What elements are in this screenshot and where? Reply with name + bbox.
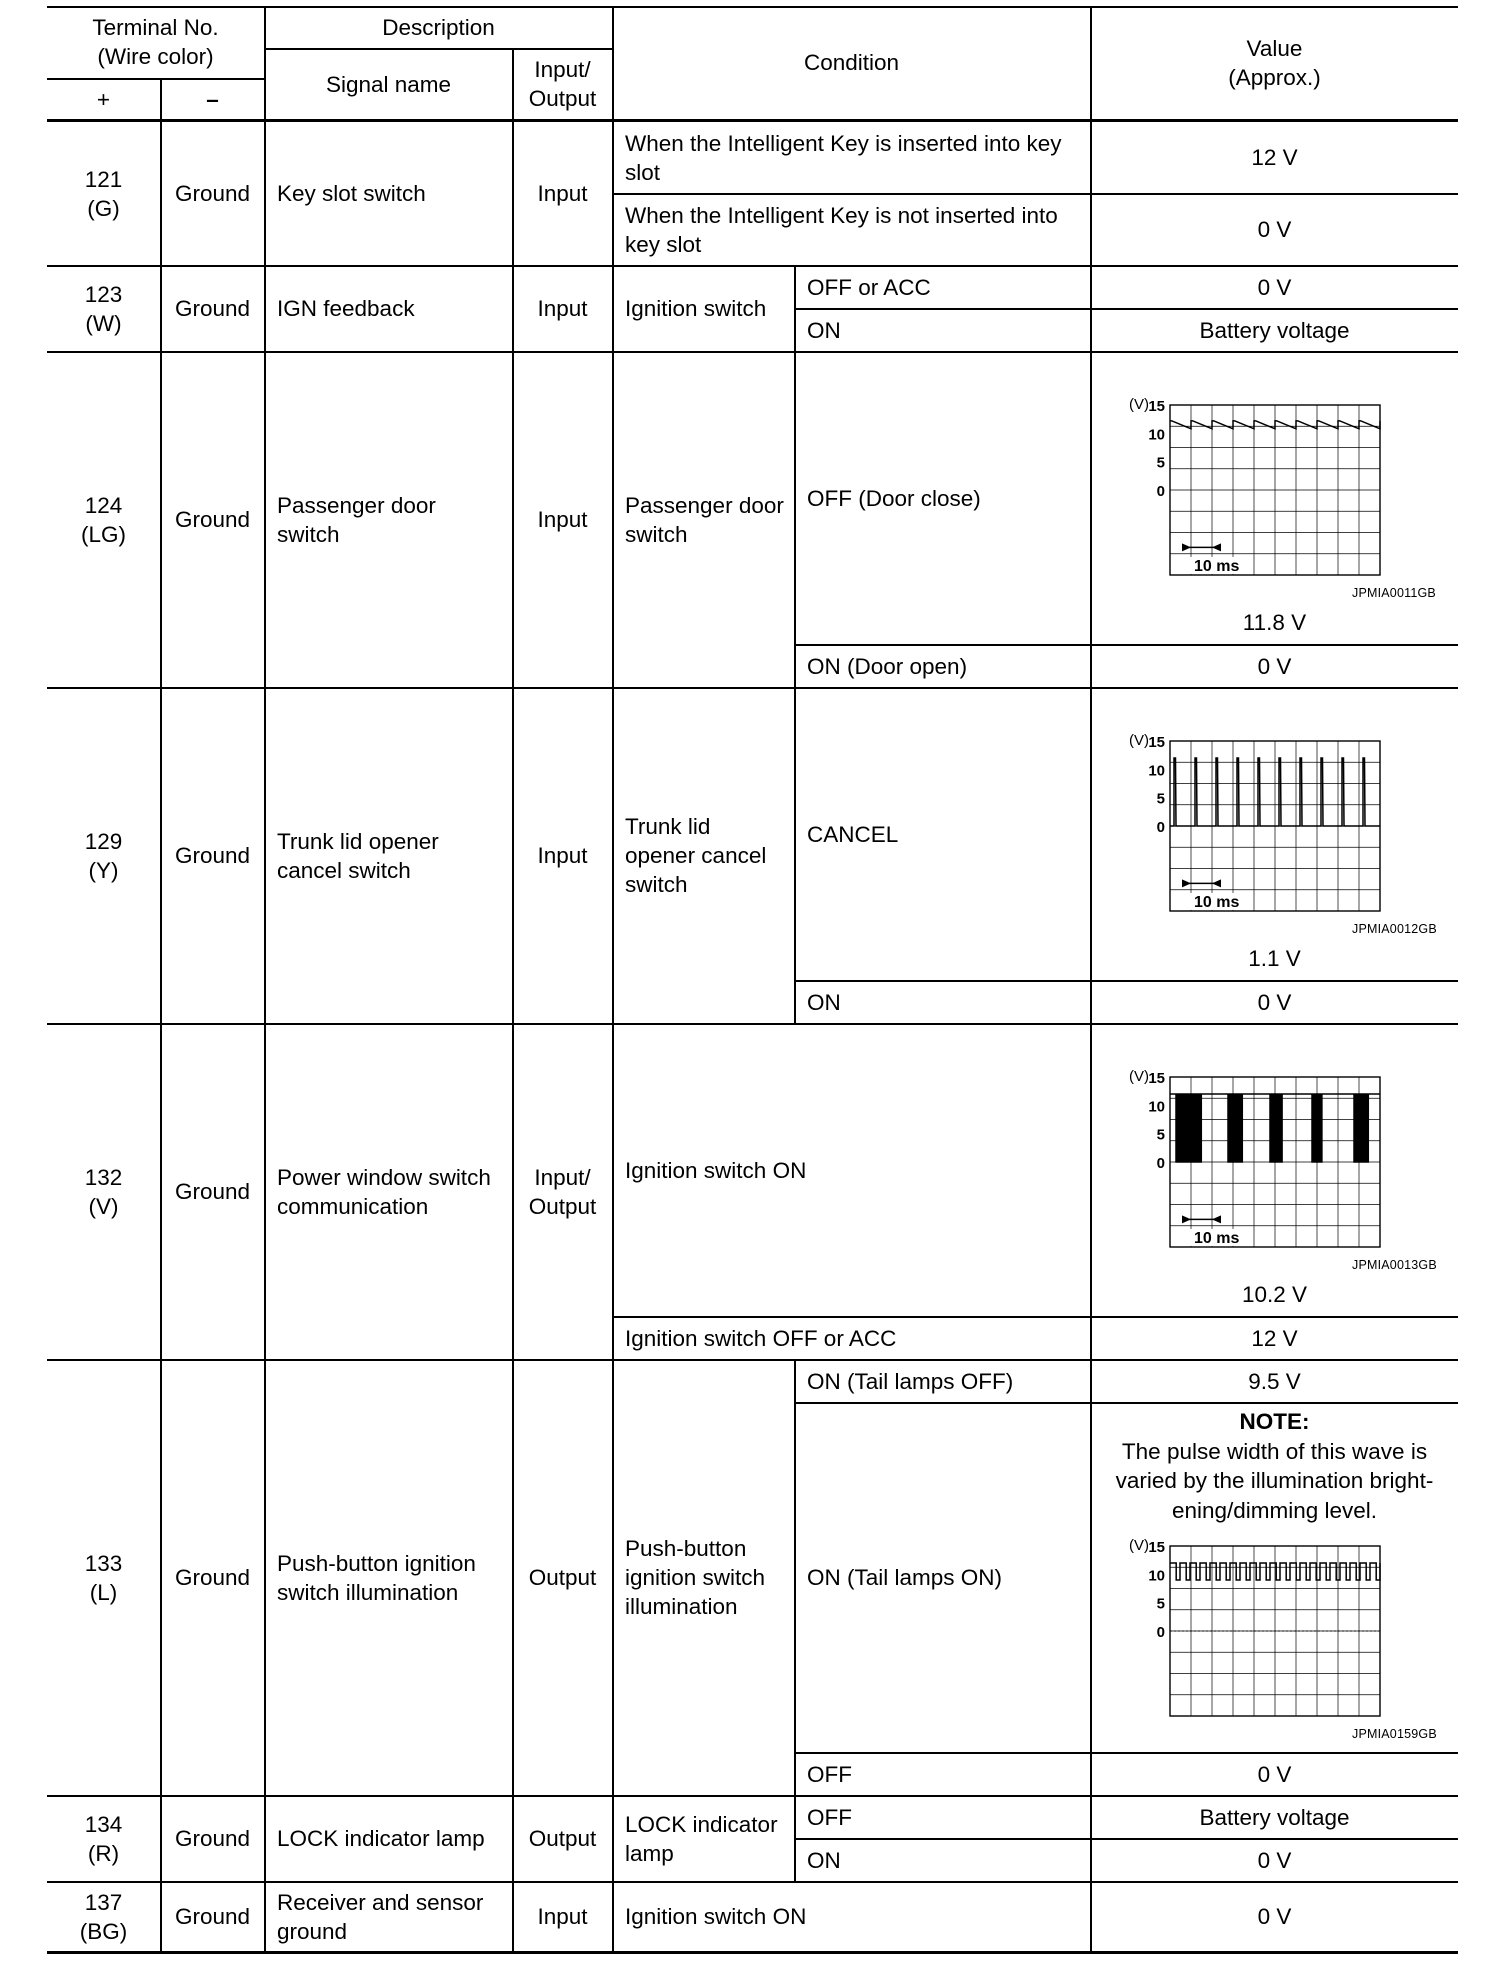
value: 1.1 V	[1248, 945, 1301, 971]
waveform-power-window	[1125, 1065, 1385, 1250]
header-input-output	[513, 49, 612, 119]
io-type: Input	[537, 507, 588, 532]
waveform-door-switch	[1125, 393, 1385, 578]
minus-terminal: Ground	[174, 843, 251, 868]
terminal-number: 137	[84, 1889, 123, 1915]
condition: Ignition switch ON	[625, 1904, 807, 1929]
figure-id: JPMIA0011GB	[1352, 586, 1436, 600]
time-scale-arrow	[1212, 543, 1221, 551]
value: Battery voltage	[1199, 317, 1350, 343]
header-io-line1: Input/	[534, 57, 591, 82]
figure-id: JPMIA0012GB	[1352, 922, 1437, 936]
io-type: Output	[528, 1826, 597, 1851]
header-wire-color-label: (Wire color)	[97, 44, 214, 69]
waveform-trace	[1170, 1094, 1380, 1162]
condition: Push-button ignition switch illumination	[625, 1536, 766, 1619]
value: Battery voltage	[1199, 1804, 1350, 1830]
rule-bottom	[47, 1951, 1458, 1954]
io-type: Input	[537, 1904, 588, 1929]
y-unit-label: (V)	[1129, 732, 1149, 749]
time-scale-arrow	[1212, 879, 1221, 887]
y-tick-label: 10	[1148, 1098, 1165, 1116]
y-tick-label: 0	[1156, 819, 1165, 836]
note	[1091, 1407, 1458, 1525]
sub-condition: ON (Tail lamps OFF)	[807, 1368, 1014, 1394]
time-scale-arrow	[1182, 543, 1191, 551]
terminal-number: 123	[84, 281, 123, 307]
header-value-line1: Value	[1246, 35, 1303, 61]
value: 0 V	[1257, 989, 1292, 1015]
io-line1: Input/	[534, 1164, 591, 1190]
y-tick-label: 10	[1148, 426, 1165, 444]
y-tick-label: 5	[1156, 1126, 1165, 1144]
y-tick-label: 15	[1148, 398, 1165, 415]
minus-terminal: Ground	[174, 507, 251, 532]
waveform-illumination	[1125, 1534, 1385, 1719]
time-scale-arrow	[1182, 879, 1191, 887]
value: 9.5 V	[1248, 1368, 1301, 1394]
header-minus: –	[206, 86, 219, 112]
minus-terminal: Ground	[174, 1904, 251, 1929]
signal-name: Power window switch communication	[277, 1164, 491, 1219]
wire-color: (LG)	[81, 521, 126, 547]
minus-terminal: Ground	[174, 296, 251, 321]
minus-terminal: Ground	[174, 181, 251, 206]
terminal-number: 133	[84, 1550, 123, 1576]
terminal-132	[47, 1024, 160, 1359]
sub-condition: OFF or ACC	[807, 274, 931, 300]
header-terminal-label: Terminal No.	[92, 15, 219, 40]
value: 0 V	[1257, 217, 1292, 242]
io-type: Input	[537, 296, 588, 321]
y-tick-label: 0	[1156, 1155, 1165, 1172]
wire-color: (BG)	[79, 1918, 128, 1944]
value: 0 V	[1257, 1904, 1292, 1929]
terminal-number: 121	[84, 166, 123, 192]
condition: When the Intelligent Key is inserted into key slot	[625, 130, 1062, 185]
terminal-number: 132	[84, 1164, 123, 1190]
time-scale-arrow	[1182, 1215, 1191, 1223]
condition: Ignition switch OFF or ACC	[625, 1325, 897, 1351]
io-line2: Output	[528, 1193, 597, 1219]
condition: Ignition switch ON	[625, 1157, 807, 1183]
waveform-trunk-cancel	[1125, 729, 1385, 914]
sub-condition: OFF	[807, 1804, 852, 1830]
signal-name: Receiver and sensor ground	[277, 1889, 484, 1944]
signal-name: Key slot switch	[277, 181, 426, 206]
waveform-trace	[1170, 421, 1380, 429]
signal-name: LOCK indicator lamp	[277, 1826, 485, 1851]
time-scale-label: 10 ms	[1194, 1229, 1240, 1247]
terminal-129	[47, 688, 160, 1023]
io-type	[513, 1024, 612, 1359]
terminal-number: 124	[84, 492, 123, 518]
header-condition: Condition	[803, 50, 900, 75]
wire-color: (R)	[87, 1840, 120, 1866]
io-type: Input	[537, 181, 588, 206]
terminal-134	[47, 1796, 160, 1881]
sub-condition: ON	[807, 317, 841, 343]
y-unit-label: (V)	[1129, 1537, 1149, 1554]
y-tick-label: 0	[1156, 483, 1165, 500]
value: 11.8 V	[1242, 609, 1307, 635]
note-title: NOTE:	[1239, 1409, 1310, 1434]
signal-name: Trunk lid opener cancel switch	[277, 828, 439, 883]
terminal-number: 129	[84, 828, 123, 854]
sub-condition: ON	[807, 989, 841, 1015]
value: 0 V	[1257, 653, 1292, 679]
y-unit-label: (V)	[1129, 1068, 1149, 1085]
terminal-number: 134	[84, 1811, 123, 1837]
wire-color: (L)	[89, 1579, 118, 1605]
value: 0 V	[1257, 274, 1292, 300]
y-tick-label: 5	[1156, 790, 1165, 808]
terminal-133	[47, 1360, 160, 1795]
wire-color: (G)	[87, 195, 120, 221]
note-line: ening/dimming level.	[1171, 1497, 1378, 1523]
y-tick-label: 15	[1148, 1070, 1165, 1087]
wire-color: (Y)	[88, 857, 119, 883]
time-scale-label: 10 ms	[1194, 557, 1240, 575]
figure-id: JPMIA0159GB	[1352, 1727, 1437, 1741]
sub-condition: ON (Tail lamps ON)	[807, 1565, 1003, 1590]
wire-color: (V)	[88, 1193, 119, 1219]
signal-name: Push-button ignition switch illumination	[277, 1550, 476, 1605]
value: 0 V	[1257, 1847, 1292, 1873]
time-scale-arrow	[1212, 1215, 1221, 1223]
condition: Passenger door switch	[625, 492, 784, 547]
figure-id: JPMIA0013GB	[1352, 1258, 1437, 1272]
value: 12 V	[1251, 1325, 1298, 1351]
io-type: Input	[537, 843, 588, 868]
sub-condition: OFF	[807, 1761, 852, 1787]
sub-condition: OFF (Door close)	[807, 485, 981, 511]
value: 10.2 V	[1241, 1281, 1308, 1307]
header-signal-name: Signal name	[325, 71, 452, 97]
header-value	[1091, 6, 1458, 119]
y-tick-label: 15	[1148, 1539, 1165, 1556]
y-tick-label: 10	[1148, 762, 1165, 780]
sub-condition: CANCEL	[807, 821, 899, 847]
minus-terminal: Ground	[174, 1179, 251, 1204]
wire-color: (W)	[85, 310, 122, 336]
header-plus: +	[96, 86, 111, 112]
time-scale-label: 10 ms	[1194, 893, 1240, 911]
y-tick-label: 0	[1156, 1624, 1165, 1641]
header-description: Description	[382, 14, 495, 40]
terminal-123	[47, 266, 160, 351]
minus-terminal: Ground	[174, 1826, 251, 1851]
header-io-line2: Output	[528, 86, 597, 111]
condition: Ignition switch	[625, 296, 767, 321]
note-line: varied by the illumination bright-	[1115, 1468, 1434, 1493]
header-terminal	[47, 6, 264, 78]
condition: When the Intelligent Key is not inserted into key slot	[625, 202, 1058, 257]
y-tick-label: 10	[1148, 1567, 1165, 1585]
signal-name: Passenger door switch	[277, 492, 436, 547]
sub-condition: ON (Door open)	[807, 653, 968, 679]
note-line: The pulse width of this wave is	[1121, 1438, 1428, 1464]
value: 0 V	[1257, 1761, 1292, 1787]
y-unit-label: (V)	[1129, 396, 1149, 413]
terminal-124	[47, 352, 160, 687]
sub-condition: ON	[807, 1847, 841, 1873]
terminal-121	[47, 122, 160, 265]
condition: LOCK indicator lamp	[625, 1811, 778, 1866]
condition: Trunk lid opener cancel switch	[625, 814, 767, 897]
y-tick-label: 5	[1156, 454, 1165, 472]
header-value-line2: (Approx.)	[1228, 64, 1321, 90]
minus-terminal: Ground	[174, 1565, 251, 1590]
y-tick-label: 5	[1156, 1595, 1165, 1613]
terminal-137	[47, 1882, 160, 1951]
y-tick-label: 15	[1148, 734, 1165, 751]
io-type: Output	[528, 1565, 597, 1590]
signal-name: IGN feedback	[277, 296, 415, 321]
value: 12 V	[1251, 145, 1298, 170]
